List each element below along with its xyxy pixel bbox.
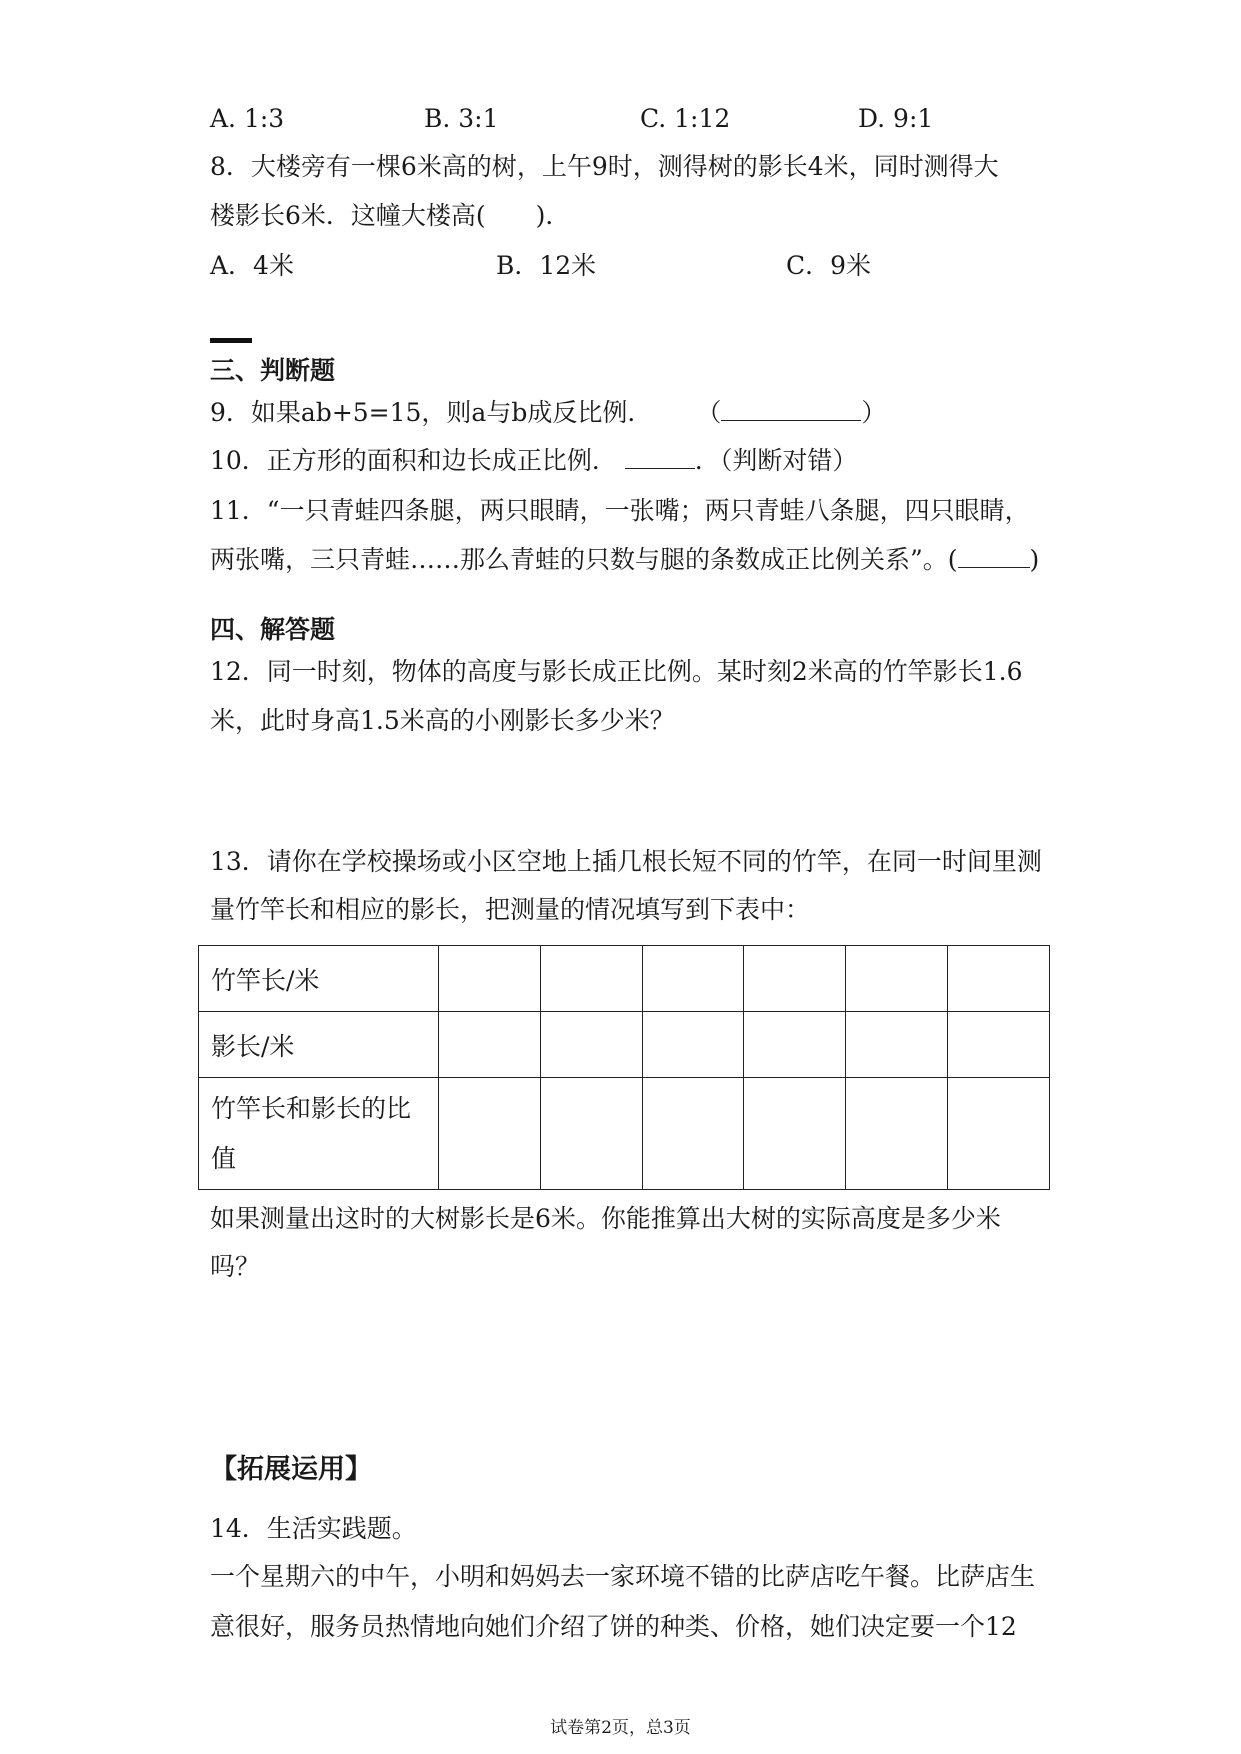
extension-heading: 【拓展运用】: [210, 1454, 372, 1485]
q13-followup-line-1: 如果测量出这时的大树影长是6米。你能推算出大树的实际高度是多少米: [210, 1204, 1001, 1233]
measurement-table: [198, 945, 1050, 1190]
table-cell[interactable]: [948, 946, 1050, 1012]
q11-text: 两张嘴，三只青蛙……那么青蛙的只数与腿的条数成正比例关系”。(: [210, 545, 958, 574]
q9-line: [210, 396, 886, 430]
q7-option-d: D. 9:1: [858, 104, 934, 133]
table-cell[interactable]: [744, 946, 846, 1012]
q8-option-a: A．4米: [210, 251, 294, 280]
section-3-heading: 三、判断题: [210, 356, 336, 385]
table-row: [199, 1012, 1050, 1078]
q10-text: 10．正方形的面积和边长成正比例．: [210, 446, 617, 475]
q7-option-b: B. 3:1: [424, 104, 499, 133]
table-cell[interactable]: [540, 1012, 642, 1078]
row-label-shadow-length: 影长/米: [199, 1012, 439, 1078]
q14-line-2: 意很好，服务员热情地向她们介绍了饼的种类、价格，她们决定要一个12: [210, 1612, 1017, 1641]
q11-line-1: 11．“一只青蛙四条腿，两只眼睛，一张嘴；两只青蛙八条腿，四只眼睛，: [210, 496, 1030, 525]
section-divider-bar: [210, 338, 252, 343]
row-label-pole-length: 竹竿长/米: [199, 946, 439, 1012]
q7-option-c: C. 1:12: [640, 104, 731, 133]
table-cell[interactable]: [744, 1078, 846, 1190]
q13-line-2: 量竹竿长和相应的影长，把测量的情况填写到下表中：: [210, 895, 811, 924]
table-cell[interactable]: [948, 1012, 1050, 1078]
table-cell[interactable]: [744, 1012, 846, 1078]
q7-option-a: A. 1:3: [210, 104, 285, 133]
q8-line-1: 8．大楼旁有一棵6米高的树，上午9时，测得树的影长4米，同时测得大: [210, 152, 999, 181]
q8-option-b: B．12米: [496, 251, 597, 280]
table-row: [199, 946, 1050, 1012]
q11-paren-close: ): [1029, 545, 1040, 574]
q9-paren-close: ）: [861, 398, 887, 427]
q12-line-2: 米，此时身高1.5米高的小刚影长多少米？: [210, 706, 675, 735]
table-cell[interactable]: [642, 1078, 744, 1190]
q9-answer-blank[interactable]: [721, 398, 861, 421]
q13-followup-line-2: 吗？: [210, 1252, 261, 1281]
table-cell[interactable]: [846, 1078, 948, 1190]
q10-tail: ．（判断对错）: [694, 446, 858, 475]
q13-line-1: 13．请你在学校操场或小区空地上插几根长短不同的竹竿，在同一时间里测: [210, 847, 1042, 876]
page-footer: 试卷第2页，总3页: [550, 1718, 691, 1738]
table-cell[interactable]: [540, 1078, 642, 1190]
q11-answer-blank[interactable]: [958, 545, 1030, 568]
table-cell[interactable]: [948, 1078, 1050, 1190]
table-cell[interactable]: [540, 946, 642, 1012]
q14-line-1: 一个星期六的中午，小明和妈妈去一家环境不错的比萨店吃午餐。比萨店生: [210, 1562, 1036, 1591]
q10-line: [210, 444, 857, 478]
q8-line-2: 楼影长6米．这幢大楼高( )．: [210, 201, 571, 230]
table-row: [199, 1078, 1050, 1190]
table-cell[interactable]: [642, 1012, 744, 1078]
row-label-ratio: 竹竿长和影长的比值: [199, 1078, 439, 1190]
table-cell[interactable]: [642, 946, 744, 1012]
table-cell[interactable]: [846, 946, 948, 1012]
section-4-heading: 四、解答题: [210, 615, 336, 644]
q9-paren-open: （: [696, 398, 722, 427]
q14-title: 14．生活实践题。: [210, 1514, 417, 1543]
q8-option-c: C．9米: [786, 251, 872, 280]
table-cell[interactable]: [439, 946, 541, 1012]
q12-line-1: 12．同一时刻，物体的高度与影长成正比例。某时刻2米高的竹竿影长1.6: [210, 657, 1023, 686]
q11-line-2: [210, 543, 1039, 577]
table-cell[interactable]: [439, 1012, 541, 1078]
table-cell[interactable]: [846, 1012, 948, 1078]
q10-answer-blank[interactable]: [625, 446, 695, 469]
q9-text: 9．如果ab+5=15，则a与b成反比例．: [210, 398, 653, 427]
table-cell[interactable]: [439, 1078, 541, 1190]
